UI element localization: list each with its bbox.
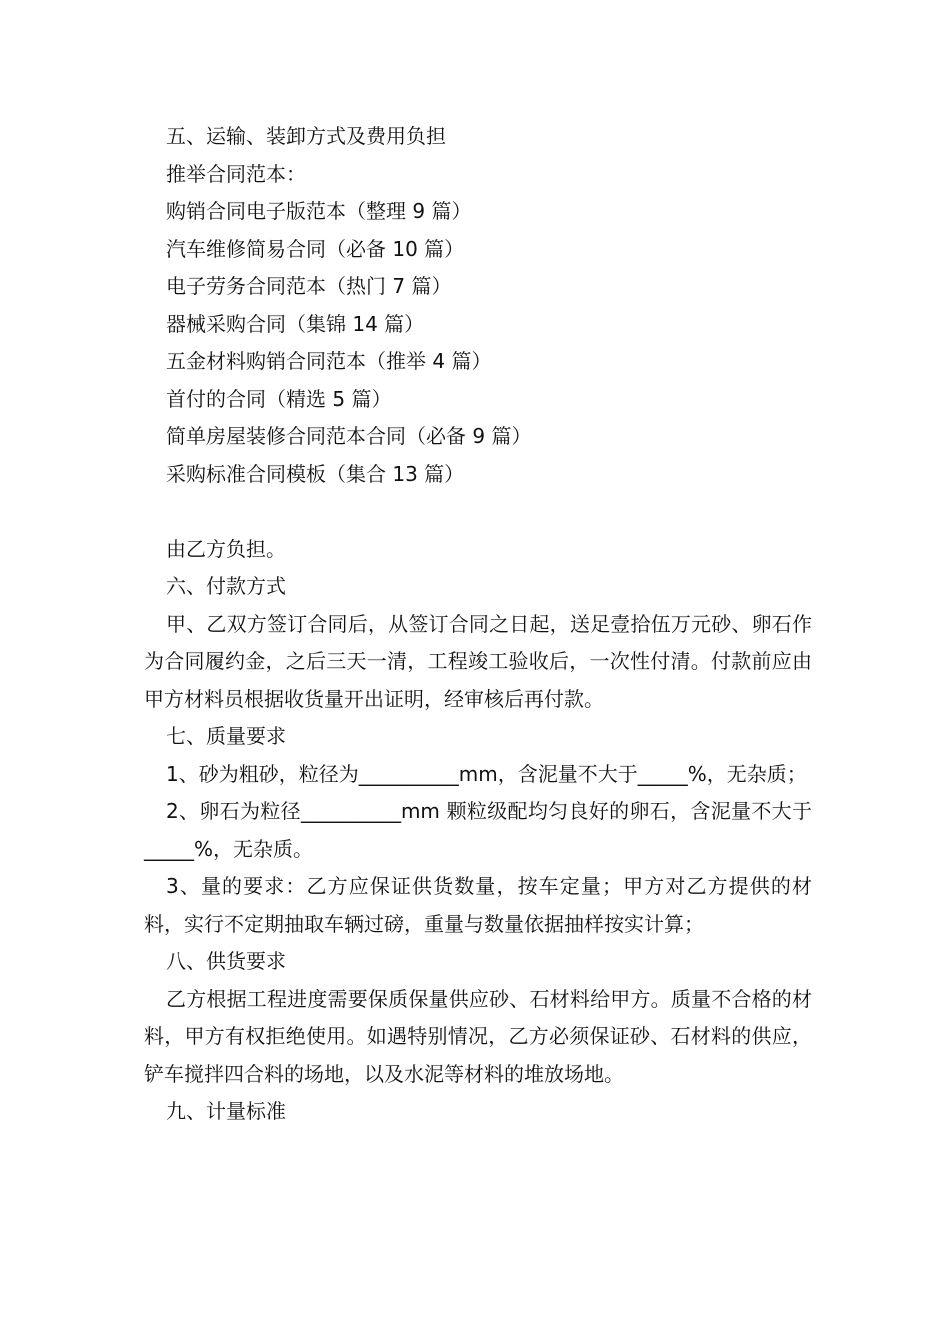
recommend-link-8[interactable]: 采购标准合同模板（集合 13 篇） <box>166 461 465 486</box>
section-5-heading: 五、运输、装卸方式及费用负担 <box>166 124 446 148</box>
document-body <box>144 118 812 1131</box>
recommend-link-6[interactable]: 首付的合同（精选 5 篇） <box>166 386 392 411</box>
quality-item-pebble: 2、卵石为粒径__________mm 颗粒级配均匀良好的卵石，含泥量不大于_____%，无杂质。 <box>144 799 812 861</box>
section-7-heading: 七、质量要求 <box>166 724 286 748</box>
cost-bearing-text: 由乙方负担。 <box>166 536 286 561</box>
section-6-heading: 六、付款方式 <box>166 574 286 598</box>
recommend-link-2[interactable]: 汽车维修简易合同（必备 10 篇） <box>166 236 465 261</box>
recommend-link-1[interactable]: 购销合同电子版范本（整理 9 篇） <box>166 199 472 223</box>
supply-paragraph: 乙方根据工程进度需要保质保量供应砂、石材料给甲方。质量不合格的材料，甲方有权拒绝使用。如遇特别情况，乙方必须保证砂、石材料的供应，铲车搅拌四合料的场地，以及水泥等材料的堆放场地。 <box>144 986 812 1086</box>
blank-line <box>144 493 812 531</box>
section-8-heading: 八、供货要求 <box>166 949 286 973</box>
recommend-link-5[interactable]: 五金材料购销合同范本（推举 4 篇） <box>166 349 492 373</box>
recommend-link-7[interactable]: 简单房屋装修合同范本合同（必备 9 篇） <box>166 424 532 448</box>
quality-item-quantity: 3、量的要求：乙方应保证供货数量，按车定量；甲方对乙方提供的材料，实行不定期抽取车辆过磅，重量与数量依据抽样按实计算； <box>144 874 812 936</box>
quality-item-sand: 1、砂为粗砂，粒径为__________mm，含泥量不大于_____%，无杂质； <box>166 761 807 786</box>
payment-paragraph: 甲、乙双方签订合同后，从签订合同之日起，送足壹拾伍万元砂、卵石作为合同履约金，之后三天一清，工程竣工验收后，一次性付清。付款前应由甲方材料员根据收货量开出证明，经审核后再付款。 <box>144 611 812 711</box>
recommend-link-3[interactable]: 电子劳务合同范本（热门 7 篇） <box>166 274 452 298</box>
recommend-title: 推举合同范本： <box>166 161 306 186</box>
recommend-link-4[interactable]: 器械采购合同（集锦 14 篇） <box>166 311 425 336</box>
section-9-heading: 九、计量标准 <box>166 1099 286 1123</box>
